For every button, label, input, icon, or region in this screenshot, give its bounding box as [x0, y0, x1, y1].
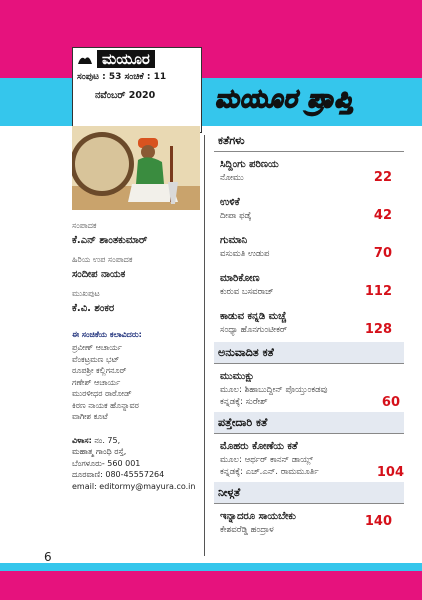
toc-entry[interactable] — [214, 190, 404, 228]
story-author: ಮೂಲ: ಶಿಹಾಬುದ್ದೀನ್ ಪೊಯ್ತುಂಕಡವು — [220, 385, 328, 395]
toc-entry[interactable] — [214, 504, 404, 542]
bottom-pink-band — [0, 571, 422, 600]
masthead — [72, 47, 202, 133]
contributor: ಮುರಳೀಧರ ರಾಠೋಡ್ — [72, 389, 132, 398]
page-number: 140 — [364, 514, 392, 529]
issue-month: ನವೆಂಬರ್ 2020 — [95, 90, 156, 101]
section-heading: ಪತ್ತೇದಾರಿ ಕತೆ — [214, 412, 404, 434]
story-title: ಇನ್ನಾದರೂ ಸಾಯಬೇಕು — [220, 511, 296, 522]
page-number: 22 — [373, 170, 392, 185]
story-title: ಉಳಿಕೆ — [220, 197, 240, 208]
banner-title: ಮಯೂರ ಪ್ರಾಪ್ತಿ — [215, 84, 354, 113]
story-author: ಕುರುವ ಬಸವರಾಜ್ — [220, 287, 274, 297]
table-of-contents — [214, 130, 404, 542]
story-author: ಕೇಶವರೆಡ್ಡಿ ಹಂದ್ರಾಳ — [220, 525, 274, 535]
story-title: ಮುಮುಕ್ಷು — [220, 371, 255, 382]
story-translator: ಕನ್ನಡಕ್ಕೆ: ಎಚ್.ಎನ್. ರಾಮಮೂರ್ತಿ — [220, 467, 319, 477]
page-number: 112 — [364, 284, 392, 299]
page-number: 104 — [376, 465, 404, 480]
contributor: ಕಿರಣ ನಾಯಕ ಹೊನ್ನಾವರ — [72, 400, 139, 410]
magazine-name: ಮಯೂರ — [97, 50, 155, 68]
top-pink-band — [0, 0, 422, 78]
contributor: ಪ್ರವೀಣ್ ಆಚಾರ್ಯ — [72, 343, 122, 352]
story-translator: ಕನ್ನಡಕ್ಕೆ: ಸುರೇಶ್ — [220, 397, 268, 407]
section-heading: ಕತೆಗಳು — [214, 130, 404, 152]
peacock-icon — [77, 53, 93, 65]
contributor: ಗಣೇಶ್ ಆಚಾರ್ಯ — [72, 377, 121, 387]
section-heading: ಅನುವಾದಿತ ಕತೆ — [214, 342, 404, 364]
column-divider — [204, 135, 205, 556]
contributor: ವೆಂಕಟ್ರಮಣ ಭಟ್ — [72, 354, 120, 364]
credits-column — [72, 217, 204, 492]
page-number: 70 — [373, 246, 392, 261]
story-title: ಮಾರಿಕೋಣ — [220, 273, 260, 284]
cover-artist-name: ಕೆ.ವಿ. ಶಂಕರ — [72, 303, 115, 314]
contributors-list — [72, 342, 204, 423]
toc-entry[interactable] — [214, 364, 404, 412]
address-block — [72, 435, 204, 493]
toc-entry[interactable] — [214, 152, 404, 190]
toc-entry[interactable] — [214, 434, 404, 482]
story-author: ನೋಮು — [220, 173, 244, 183]
issue-line: ಸಂಪುಟ : 53 ಸಂಚಿಕೆ : 11 — [77, 72, 167, 82]
address-line: ಮಹಾತ್ಮ ಗಾಂಧಿ ರಸ್ತೆ, — [72, 447, 127, 456]
story-title: ಮೊಹರು ಕೋಣೆಯ ಕತೆ — [220, 441, 298, 452]
page-number-footer: 6 — [44, 550, 52, 564]
magazine-logo — [77, 50, 155, 68]
cover-painting — [72, 126, 200, 210]
email-link[interactable]: email: editormy@mayura.co.in — [72, 481, 196, 491]
senior-editor-label: ಹಿರಿಯ ಉಪ ಸಂಪಾದಕ — [72, 255, 133, 264]
cover-label: ಮುಖಪುಟ — [72, 289, 100, 298]
phone-number: ದೂರವಾಣಿ: 080-45557264 — [72, 470, 165, 479]
section-heading: ನೀಳ್ಗತೆ — [214, 482, 404, 504]
page-number: 128 — [364, 322, 392, 337]
story-author: ವಸುಮತಿ ಉಡುಪ — [220, 249, 270, 259]
address-line: ನಂ. 75, — [94, 435, 121, 445]
page-number: 42 — [373, 208, 392, 223]
story-author: ಮೂಲ: ಆರ್ಥರ್ ಕಾನನ್ ಡಾಯ್ಲ್ — [220, 455, 314, 465]
toc-entry[interactable] — [214, 228, 404, 266]
story-title: ಸಿದ್ದಿಂಗು ಪರಿಣಯ — [220, 159, 279, 170]
story-title: ಗುಮಾನಿ — [220, 235, 248, 246]
toc-entry[interactable] — [214, 266, 404, 304]
top-blue-band — [0, 78, 422, 126]
contributor: ರೂಪಶ್ರೀ ಕಲ್ಲಿಗನೂರ್ — [72, 366, 127, 375]
senior-editor-name: ಸಂದೀಪ ನಾಯಕ — [72, 269, 126, 280]
story-author: ಸಂಧ್ಯಾ ಹೊನಗುಂಟೀಕರ್ — [220, 325, 288, 335]
address-line: ಬೆಂಗಳೂರು- 560 001 — [72, 458, 141, 468]
story-author: ದೀಪಾ ಫಡ್ಕೆ — [220, 211, 252, 221]
address-label: ವಿಳಾಸ: — [72, 435, 92, 445]
story-title: ಕಾಡುವ ಕನ್ನಡಿ ಮಚ್ಚೆ — [220, 311, 287, 322]
editor-name: ಕೆ.ಎನ್ ಶಾಂತಕುಮಾರ್ — [72, 235, 148, 246]
page-number: 60 — [381, 395, 400, 410]
toc-entry[interactable] — [214, 304, 404, 342]
contributor: ವಾಗೀಶ ಕೂಟೆ — [72, 412, 108, 421]
bottom-blue-band — [0, 563, 422, 571]
editor-label: ಸಂಪಾದಕ — [72, 221, 97, 230]
contributors-heading: ಈ ಸಂಚಿಕೆಯ ಕಲಾವಿದರು: — [72, 330, 142, 339]
